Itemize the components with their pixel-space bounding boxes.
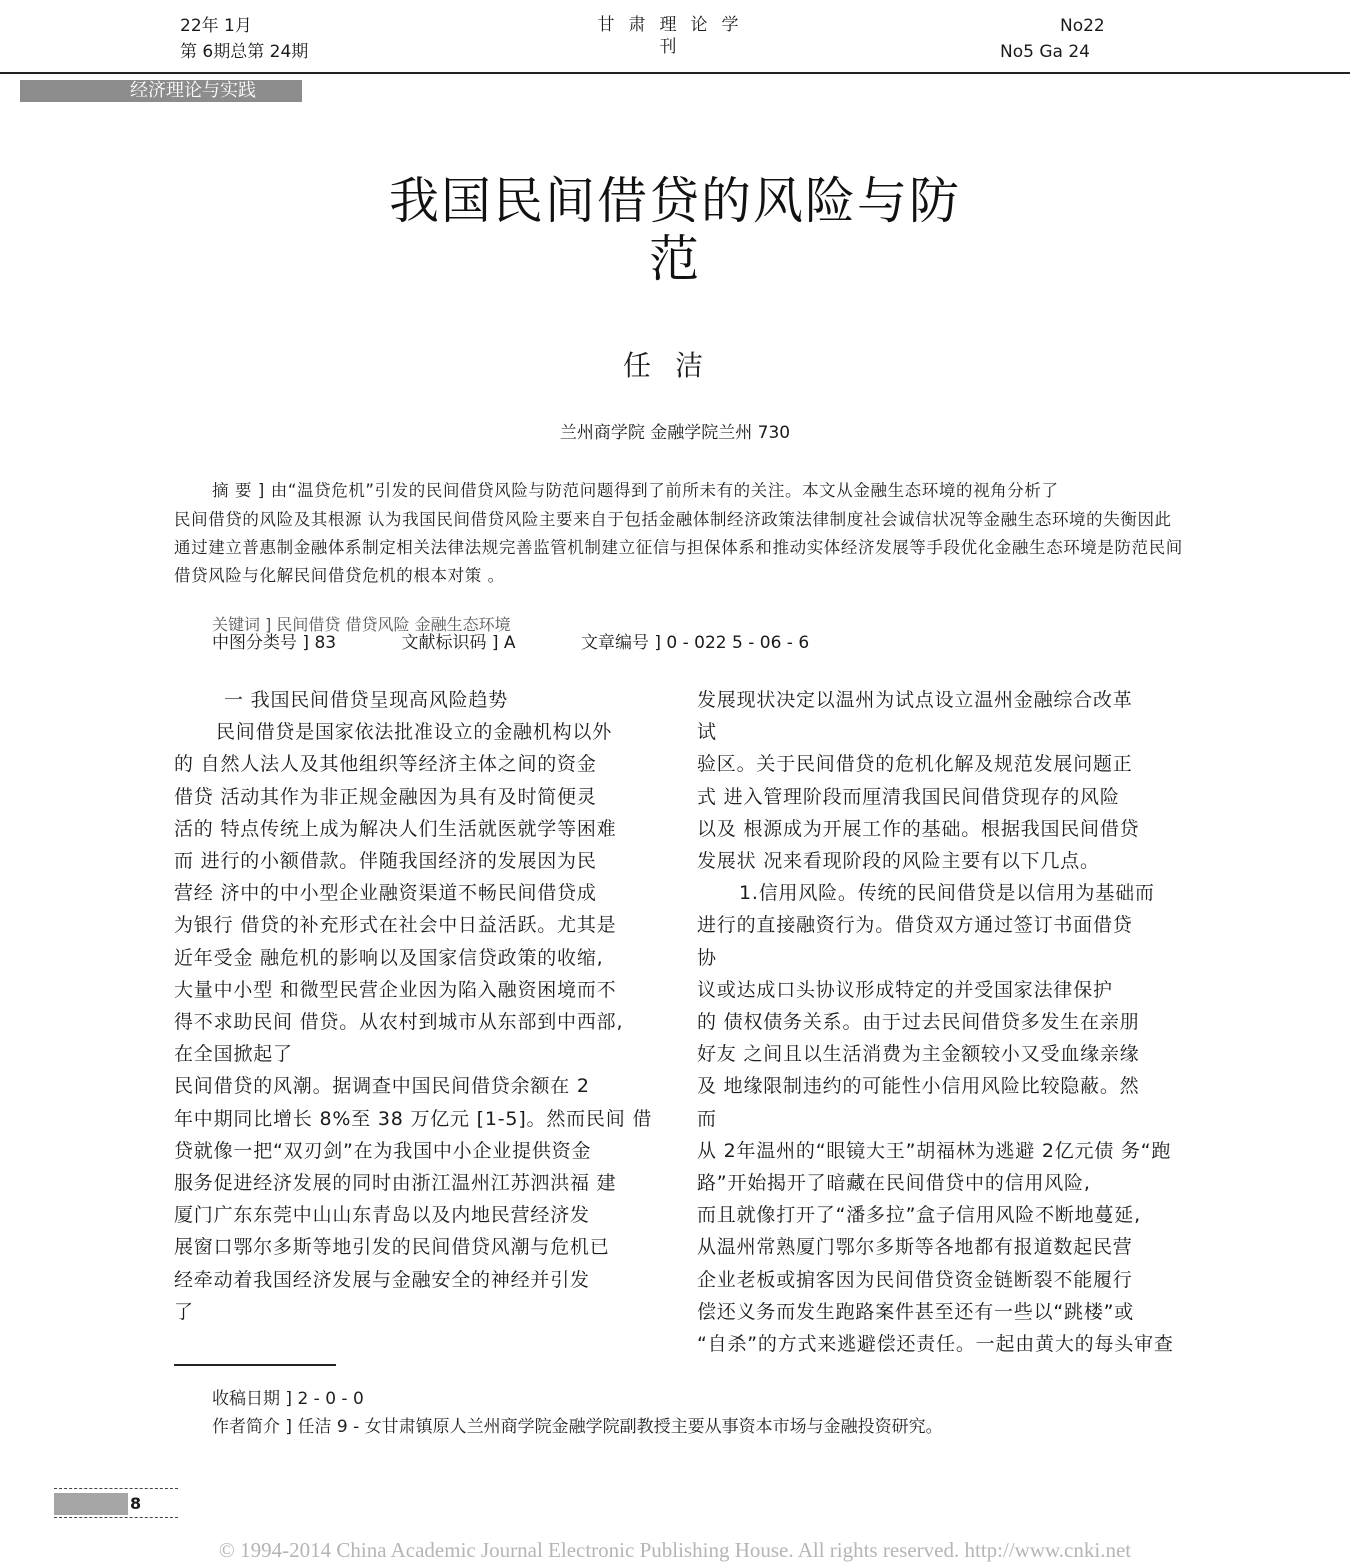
body-line: 而且就像打开了“潘多拉”盒子信用风险不断地蔓延, — [697, 1204, 1141, 1227]
body-line: 了 — [174, 1300, 194, 1323]
body-line: 进行的直接融资行为。借贷双方通过签订书面借贷 — [697, 914, 1133, 937]
abstract-body: 民间借贷的风险及其根源 认为我国民间借贷风险主要来自于包括金融体制经济政策法律制度社会诚信状况等金融生态环境的失衡因此通过建立普惠制金融体系制定相关法律法规完善监管机制建立征信与担保体系和推动实体经济发展等手段优化金融生态环境是防范民间借贷风险与化解民间借贷危机的根本对策 。 — [174, 510, 1183, 585]
body-right-column — [697, 684, 1207, 1356]
body-line: 路”开始揭开了暗藏在民间借贷中的信用风险, — [697, 1172, 1091, 1195]
body-line: 贷就像一把“双刃剑”在为我国中小企业提供资金 — [174, 1139, 592, 1162]
volume-no: No22 — [1060, 16, 1105, 36]
title-line-2: 范 — [649, 230, 701, 288]
page-number-box — [54, 1488, 178, 1518]
body-line: 偿还义务而发生跑路案件甚至还有一些以“跳楼”或 — [697, 1300, 1135, 1323]
body-line: 协 — [697, 946, 717, 969]
body-line: 式 进入管理阶段而厘清我国民间借贷现存的风险 — [697, 785, 1120, 808]
body-line: 而 — [697, 1107, 717, 1130]
body-line: 展窗口鄂尔多斯等地引发的民间借贷风潮与危机已 — [174, 1236, 610, 1259]
body-line: 在全国掀起了 — [174, 1043, 293, 1066]
body-line: 发展现状决定以温州为试点设立温州金融综合改革 — [697, 689, 1133, 711]
body-line: 民间借贷是国家依法批准设立的金融机构以外 — [216, 721, 613, 744]
body-line: 厦门广东东莞中山山东青岛以及内地民营经济发 — [174, 1204, 590, 1227]
body-line: 企业老板或掮客因为民间借贷资金链断裂不能履行 — [697, 1268, 1133, 1291]
body-line: 验区。关于民间借贷的危机化解及规范发展问题正 — [697, 753, 1133, 776]
document-code: 文献标识码 ] A — [401, 633, 516, 653]
body-left-column — [174, 684, 674, 1334]
page-number: 8 — [130, 1494, 142, 1513]
body-line: 议或达成口头协议形成特定的并受国家法律保护 — [697, 978, 1113, 1001]
abstract-line-1: 摘 要 ] 由“温贷危机”引发的民间借贷风险与防范问题得到了前所未有的关注。本文从金融生态环境的视角分析了 — [212, 481, 1059, 500]
author-name: 任洁 — [622, 349, 727, 382]
body-line: 从 2年温州的“眼镜大王”胡福林为逃避 2亿元债 务“跑 — [697, 1139, 1172, 1162]
body-line: 及 地缘限制违约的可能性小信用风险比较隐蔽。然 — [697, 1075, 1140, 1098]
volume-detail: No5 Ga 24 — [1000, 42, 1090, 62]
body-line: “自杀”的方式来逃避偿还责任。一起由黄大的每头审查 — [697, 1333, 1174, 1356]
journal-name: 甘肃理论学 — [597, 15, 753, 35]
body-line: 年中期同比增长 8%至 38 万亿元 [1-5]。然而民间 借 — [174, 1107, 653, 1130]
keywords: 关键词 ] 民间借贷 借贷风险 金融生态环境 — [212, 615, 511, 634]
received-date: 收稿日期 ] 2 - 0 - 0 — [212, 1389, 364, 1409]
abstract — [174, 480, 1184, 590]
page-number-bar — [54, 1493, 128, 1515]
body-line: 的 自然人法人及其他组织等经济主体之间的资金 — [174, 753, 597, 776]
body-line: 试 — [697, 721, 717, 744]
body-line: 借贷 活动其作为非正规金融因为具有及时简便灵 — [174, 785, 597, 808]
title-line-1: 我国民间借贷的风险与防 — [389, 172, 961, 230]
body-line: 大量中小型 和微型民营企业因为陷入融资困境而不 — [174, 978, 617, 1001]
body-line: 民间借贷的风潮。据调查中国民间借贷余额在 2 — [174, 1075, 590, 1098]
body-line: 的 债权债务关系。由于过去民间借贷多发生在亲朋 — [697, 1011, 1140, 1034]
classification-line — [212, 628, 869, 653]
author-affiliation: 兰州商学院 金融学院兰州 730 — [559, 423, 791, 443]
issue-number: 第 6期总第 24期 — [180, 42, 309, 62]
body-line: 经牵动着我国经济发展与金融安全的神经并引发 — [174, 1268, 590, 1291]
body-line: 营经 济中的中小型企业融资渠道不畅民间借贷成 — [174, 882, 597, 905]
article-number: 文章编号 ] 0 - 022 5 - 06 - 6 — [580, 633, 810, 653]
body-line: 而 进行的小额借款。伴随我国经济的发展因为民 — [174, 850, 597, 873]
body-line: 发展状 况来看现阶段的风险主要有以下几点。 — [697, 850, 1100, 873]
body-line: 以及 根源成为开展工作的基础。根据我国民间借贷 — [697, 817, 1140, 840]
body-line: 好友 之间且以生活消费为主金额较小又受血缘亲缘 — [697, 1043, 1140, 1066]
footnote-rule — [174, 1364, 336, 1366]
section-tag: 经济理论与实践 — [20, 80, 302, 102]
journal-name-cont: 刊 — [659, 37, 691, 57]
body-line: 近年受金 融危机的影响以及国家信贷政策的收缩, — [174, 946, 604, 969]
section-heading: 一 我国民间借贷呈现高风险趋势 — [224, 689, 509, 711]
body-line: 1.信用风险。传统的民间借贷是以信用为基础而 — [739, 882, 1155, 905]
article-title — [0, 172, 1350, 288]
body-line: 活的 特点传统上成为解决人们生活就医就学等困难 — [174, 817, 617, 840]
copyright-notice: © 1994-2014 China Academic Journal Electronic Publishing House. All rights reserved. http://www.cnki.net — [218, 1538, 1132, 1562]
body-line: 服务促进经济发展的同时由浙江温州江苏泗洪福 建 — [174, 1172, 617, 1195]
body-line: 得不求助民间 借贷。从农村到城市从东部到中西部, — [174, 1011, 624, 1034]
author-bio: 作者简介 ] 任洁 9 - 女甘肃镇原人兰州商学院金融学院副教授主要从事资本市场与金融投资研究。 — [212, 1417, 943, 1437]
header-rule — [0, 72, 1350, 74]
body-line: 为银行 借贷的补充形式在社会中日益活跃。尤其是 — [174, 914, 617, 937]
issue-date: 22年 1月 — [180, 16, 252, 36]
clc-number: 中图分类号 ] 83 — [212, 633, 337, 653]
body-line: 从温州常熟厦门鄂尔多斯等各地都有报道数起民营 — [697, 1236, 1133, 1259]
